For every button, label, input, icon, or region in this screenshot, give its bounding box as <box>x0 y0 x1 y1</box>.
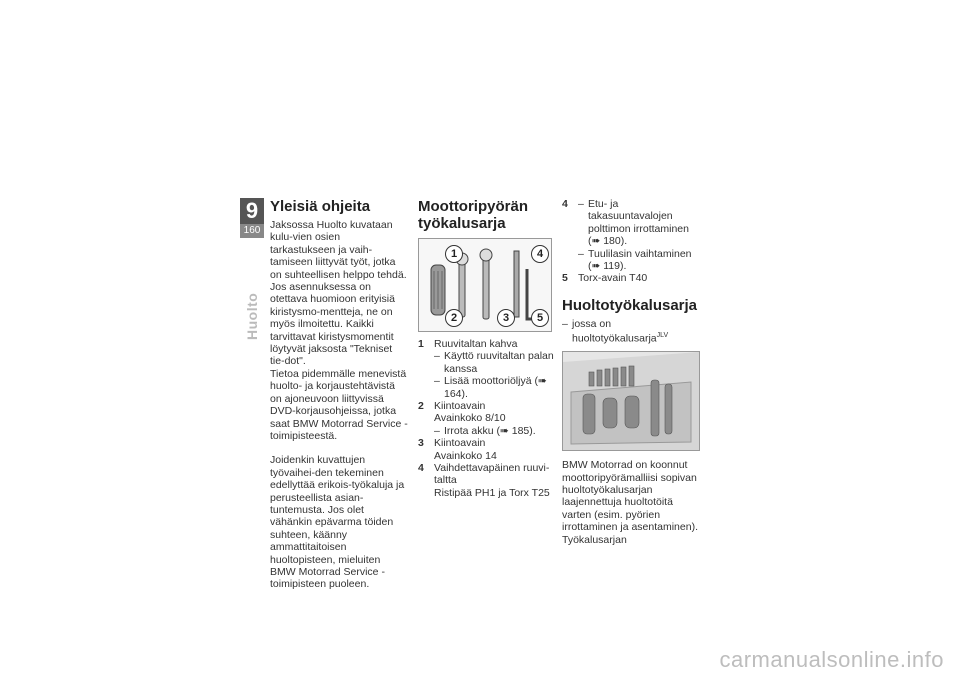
callout-3: 3 <box>497 309 515 327</box>
section-title-toolkit: Moottoripyörän työkalusarja <box>418 198 528 232</box>
service-kit-illustration <box>562 351 700 451</box>
paragraph: Joidenkin kuvattujen työvaihei-den tekeminen edellyttää erikois-työkaluja ja perusteellista asian-tuntemusta. Jos olet vähänkin epävarma töiden suhteen, käänny ammattitaitoisen huoltopisteen, mieluiten BMW Motorrad Service -toimipisteen puoleen. <box>270 454 405 591</box>
paragraph: Jaksossa Huolto kuvataan kulu-vien osien tarkastukseen ja vaih-tamiseen liittyvät työt, jotka on suhteellisen helppo tehdä. <box>270 219 407 281</box>
service-kit-drawing <box>563 352 699 450</box>
column-toolkit <box>418 198 556 499</box>
column-service-kit <box>562 198 702 546</box>
column-general-instructions <box>270 198 408 591</box>
callout-5: 5 <box>531 309 549 327</box>
section-side-label: Huolto <box>244 292 260 340</box>
list-item: 2 Kiintoavain Avainkoko 8/10 – Irrota akku (➠ 185). <box>418 400 536 437</box>
section-title-general: Yleisiä ohjeita <box>270 198 371 215</box>
chapter-marker <box>240 198 264 238</box>
paragraph: Jos asennuksessa on otettava huomioon erityisiä kiristysmo-mentteja, ne on myös ilmoitettu. Kaikki tarvittavat kiristysmomentit löytyvät jaksosta "Tekniset tie-dot". <box>270 281 395 368</box>
list-item: 3 Kiintoavain Avainkoko 14 <box>418 437 497 462</box>
toolkit-illustration <box>418 238 552 332</box>
paragraph: Tietoa pidemmälle menevistä huolto- ja korjaustehtävistä on ajoneuvoon liittyvissä DVD-korjausohjeissa, jotka saat BMW Motorrad Service -toimipisteestä. <box>270 367 408 442</box>
list-item: 5 Torx-avain T40 <box>562 272 648 285</box>
list-item: 1 Ruuvitaltan kahva – Käyttö ruuvitaltan palan kanssa – Lisää moottoriöljyä (➠ 164). <box>418 338 554 400</box>
callout-1: 1 <box>445 245 463 263</box>
list-item: 4 Vaihdettavapäinen ruuvi-taltta Ristipää PH1 ja Torx T25 <box>418 462 550 499</box>
callout-4: 4 <box>531 245 549 263</box>
chapter-number: 9 <box>245 198 259 223</box>
list-item: 4 – Etu- ja takasuuntavalojen polttimon irrottaminen (➠ 180). – Tuulilasin vaihtaminen (➠ 119). <box>562 198 692 273</box>
section-title-service-kit: Huoltotyökalusarja <box>562 296 698 314</box>
paragraph: BMW Motorrad on koonnut moottoripyörämalliisi sopivan huoltotyökalusarjan laajennettuja huoltotöitä varten (esim. pyörien irrottaminen ja asentaminen). Työkalusarjan <box>562 459 698 546</box>
page-number: 160 <box>240 224 264 238</box>
callout-2: 2 <box>445 309 463 327</box>
watermark: carmanualsonline.info <box>719 647 944 672</box>
option-note: – jossa on huoltotyökalusarja$^{JLV}$ <box>562 317 669 345</box>
